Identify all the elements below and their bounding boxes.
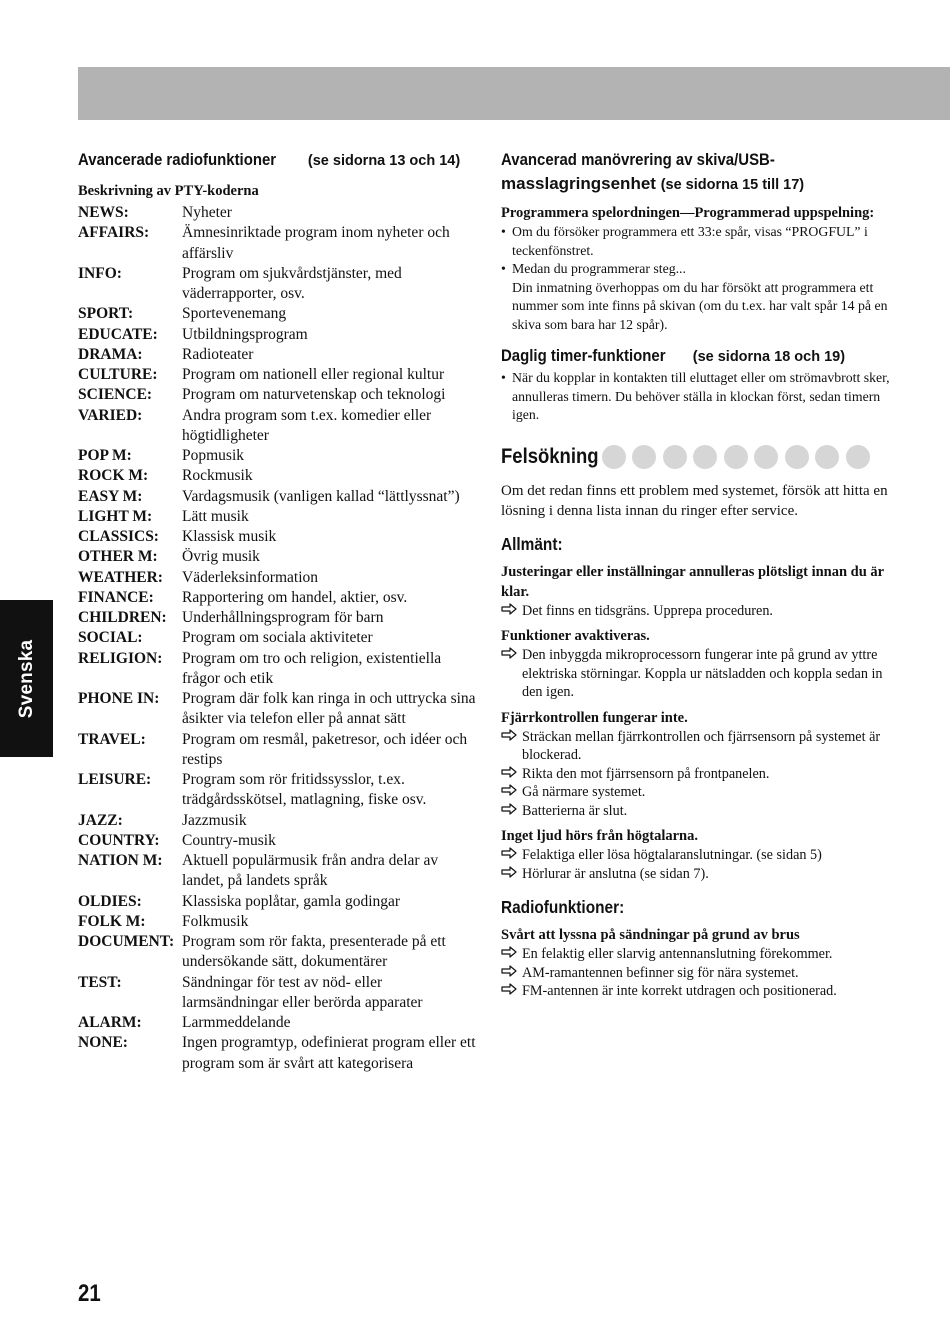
pty-code: ROCK M: — [78, 467, 149, 485]
pty-code: CLASSICS: — [78, 528, 159, 545]
program-subheading: Programmera spelordningen—Programmerad uppspelning: — [501, 205, 875, 221]
pty-code: CULTURE: — [78, 366, 158, 383]
pty-row — [78, 487, 478, 507]
pty-description: Underhållningsprogram för barn — [182, 609, 384, 626]
pty-code: AFFAIRS: — [78, 224, 150, 242]
solution-text: Batterierna är slut. — [522, 802, 628, 819]
pty-row — [78, 466, 478, 486]
dot-decoration — [815, 445, 839, 469]
solution-item — [501, 602, 901, 621]
pty-description: Rockmusik — [182, 467, 253, 485]
arrow-icon — [501, 783, 517, 802]
pty-description: Lätt musik — [182, 507, 249, 525]
language-tab-label: Svenska — [15, 639, 37, 718]
pty-description: Sändningar för test av nöd- eller larmsändningar eller berörda apparater — [182, 973, 423, 1011]
disc-usb-heading: Avancerad manövrering av skiva/USB- masslagringsenhet (se sidorna 15 till 17) — [501, 150, 805, 193]
dot-decoration — [632, 445, 656, 469]
solution-text: Sträckan mellan fjärrkontrollen och fjärrsensorn på systemet är blockerad. — [522, 728, 881, 763]
pty-code: ALARM: — [78, 1014, 142, 1031]
dot-decoration — [785, 445, 809, 469]
pty-description: Övrig musik — [182, 548, 260, 566]
pty-row — [78, 304, 478, 324]
pty-description: Klassiska poplåtar, gamla godingar — [182, 892, 401, 910]
problem-heading: Justeringar eller inställningar annulleras plötsligt innan du är klar. — [501, 563, 884, 600]
radio-functions-heading: Avancerade radiofunktioner (se sidorna 13 och 14) — [78, 150, 461, 169]
pty-description: Andra program som t.ex. komedier eller högtidligheter — [182, 406, 432, 444]
pty-description: Program om naturvetenskap och teknologi — [182, 386, 446, 404]
language-tab — [0, 600, 53, 757]
solution-text: Det finns en tidsgräns. Upprepa proceduren. — [522, 602, 773, 619]
right-column — [501, 148, 901, 1001]
pty-code: SCIENCE: — [78, 386, 153, 404]
arrow-icon — [501, 602, 517, 621]
solution-item — [501, 865, 901, 884]
pty-description: Country-musik — [182, 831, 276, 849]
pty-code: WEATHER: — [78, 568, 163, 586]
left-column — [78, 148, 478, 1074]
arrow-icon — [501, 945, 517, 964]
pty-row — [78, 568, 478, 588]
solution-item — [501, 964, 901, 983]
page-number: 21 — [78, 1280, 101, 1307]
pty-row — [78, 1033, 478, 1074]
decorative-dots — [595, 445, 870, 469]
pty-code: SPORT: — [78, 305, 134, 323]
solution-text: FM-antennen är inte korrekt utdragen och positionerad. — [522, 983, 837, 999]
pty-row — [78, 811, 478, 831]
pty-row — [78, 689, 478, 730]
solution-item — [501, 728, 901, 765]
pty-row — [78, 1013, 478, 1033]
dot-decoration — [693, 445, 717, 469]
pty-row — [78, 385, 478, 405]
arrow-icon — [501, 765, 517, 784]
pty-description: Vardagsmusik (vanligen kallad “lättlyssnat”) — [182, 487, 460, 505]
troubleshooting-header — [501, 443, 901, 471]
pty-description: Larmmeddelande — [182, 1014, 291, 1031]
solution-text: Gå närmare systemet. — [522, 784, 646, 800]
pty-code: EASY M: — [78, 487, 143, 505]
list-item: • När du kopplar in kontakten till eluttaget eller om strömavbrott sker, annulleras timern. Du behöver ställa in klockan först, sedan timern igen. — [501, 369, 901, 425]
pty-code: OTHER M: — [78, 548, 158, 566]
list-item: • Om du försöker programmera ett 33:e spår, visas “PROGFUL” i teckenfönstret. — [501, 223, 901, 260]
pty-row — [78, 912, 478, 932]
pty-code: SOCIAL: — [78, 629, 143, 647]
arrow-icon — [501, 846, 517, 865]
pty-code: POP M: — [78, 447, 132, 464]
dot-decoration — [663, 445, 687, 469]
pty-description: Ingen programtyp, odefinierat program eller ett program som är svårt att kategorisera — [182, 1034, 476, 1072]
arrow-icon — [501, 865, 517, 884]
pty-code: VARIED: — [78, 406, 143, 424]
pty-code: COUNTRY: — [78, 831, 160, 849]
pty-description: Sportevenemang — [182, 305, 287, 323]
solution-item — [501, 846, 901, 865]
pty-row — [78, 608, 478, 628]
pty-description: Program om sociala aktiviteter — [182, 629, 373, 647]
troubleshooting-intro: Om det redan finns ett problem med systemet, försök att hitta en lösning i denna lista innan du ringer efter service. — [501, 482, 888, 519]
arrow-icon — [501, 728, 517, 747]
pty-code: JAZZ: — [78, 811, 123, 829]
solution-item — [501, 765, 901, 784]
pty-row — [78, 892, 478, 912]
dot-decoration — [724, 445, 748, 469]
header-bar — [78, 67, 950, 120]
pty-code: FOLK M: — [78, 912, 146, 930]
problem-heading: Fjärrkontrollen fungerar inte. — [501, 709, 688, 726]
general-problems — [501, 562, 901, 884]
pty-code: LIGHT M: — [78, 507, 153, 525]
pty-code: NEWS: — [78, 204, 129, 221]
arrow-icon — [501, 982, 517, 1001]
solution-item — [501, 945, 901, 964]
pty-row — [78, 628, 478, 648]
radio-heading: Radiofunktioner: — [501, 897, 625, 917]
pty-code: OLDIES: — [78, 892, 142, 910]
arrow-icon — [501, 646, 517, 665]
arrow-icon — [501, 802, 517, 821]
problem-heading: Inget ljud hörs från högtalarna. — [501, 828, 698, 844]
pty-row — [78, 851, 478, 892]
pty-code: DRAMA: — [78, 345, 143, 363]
timer-heading: Daglig timer-funktioner (se sidorna 18 och 19) — [501, 346, 846, 365]
solution-text: Hörlurar är anslutna (se sidan 7). — [522, 865, 709, 882]
pty-description: Program om resmål, paketresor, och idéer och restips — [182, 730, 468, 768]
pty-code: EDUCATE: — [78, 325, 158, 343]
troubleshooting-title: Felsökning — [501, 444, 599, 468]
pty-description: Program där folk kan ringa in och uttrycka sina åsikter via telefon eller på annat sätt — [182, 690, 476, 728]
pty-row — [78, 406, 478, 447]
pty-row — [78, 345, 478, 365]
pty-description: Aktuell populärmusik från andra delar av landet, på landets språk — [182, 852, 439, 890]
pty-description: Program som rör fritidssysslor, t.ex. trädgårdsskötsel, matlagning, fiske osv. — [182, 771, 427, 809]
arrow-icon — [501, 964, 517, 983]
pty-row — [78, 973, 478, 1014]
pty-list — [78, 203, 478, 1074]
pty-row — [78, 365, 478, 385]
pty-row — [78, 223, 478, 264]
problem-heading: Funktioner avaktiveras. — [501, 628, 650, 644]
pty-description: Folkmusik — [182, 912, 249, 930]
pty-description: Popmusik — [182, 447, 245, 464]
solution-text: Rikta den mot fjärrsensorn på frontpanelen. — [522, 765, 770, 782]
solution-text: Felaktiga eller lösa högtalaranslutningar. (se sidan 5) — [522, 847, 822, 863]
pty-row — [78, 527, 478, 547]
pty-description: Program som rör fakta, presenterade på ett undersökande sätt, dokumentärer — [182, 933, 446, 971]
pty-row — [78, 649, 478, 690]
solution-text: Den inbyggda mikroprocessorn fungerar inte på grund av yttre elektriska störningar. Koppla ur nätsladden och koppla sedan in den igen. — [522, 647, 883, 700]
pty-code: LEISURE: — [78, 771, 152, 788]
pty-row — [78, 588, 478, 608]
pty-code: TEST: — [78, 973, 122, 991]
pty-description: Utbildningsprogram — [182, 325, 308, 343]
list-item-continuation: Din inmatning överhoppas om du har försökt att programmera ett nummer som inte finns på skivan (om du t.ex. har valt spår 14 på en skiva som bara har 12 spår). — [512, 279, 888, 332]
pty-code: TRAVEL: — [78, 730, 146, 748]
pty-row — [78, 831, 478, 851]
solution-text: En felaktig eller slarvig antennanslutning förekommer. — [522, 946, 833, 962]
pty-description: Jazzmusik — [182, 811, 247, 829]
pty-description: Väderleksinformation — [182, 568, 319, 586]
pty-description: Ämnesinriktade program inom nyheter och affärsliv — [182, 224, 450, 262]
pty-description: Nyheter — [182, 204, 232, 221]
list-item: • Medan du programmerar steg... — [501, 260, 901, 279]
pty-row — [78, 264, 478, 305]
pty-row — [78, 770, 478, 811]
pty-row — [78, 507, 478, 527]
pty-row — [78, 932, 478, 973]
pty-code: DOCUMENT: — [78, 933, 175, 950]
pty-description: Klassisk musik — [182, 528, 277, 545]
pty-row — [78, 446, 478, 466]
dot-decoration — [602, 445, 626, 469]
pty-description: Program om nationell eller regional kultur — [182, 366, 445, 383]
pty-row — [78, 547, 478, 567]
pty-code: NATION M: — [78, 852, 163, 869]
solution-text: AM-ramantennen befinner sig för nära systemet. — [522, 964, 799, 981]
solution-item — [501, 982, 901, 1001]
pty-description: Rapportering om handel, aktier, osv. — [182, 588, 408, 606]
pty-description: Radioteater — [182, 345, 254, 363]
dot-decoration — [754, 445, 778, 469]
pty-description: Program om tro och religion, existentiella frågor och etik — [182, 649, 442, 687]
pty-row — [78, 203, 478, 223]
pty-subheading: Beskrivning av PTY-koderna — [78, 183, 259, 199]
pty-code: PHONE IN: — [78, 690, 160, 707]
problem-heading: Svårt att lyssna på sändningar på grund av brus — [501, 927, 800, 943]
solution-item — [501, 646, 901, 702]
pty-code: NONE: — [78, 1034, 128, 1052]
pty-code: RELIGION: — [78, 649, 163, 667]
dot-decoration — [846, 445, 870, 469]
pty-description: Program om sjukvårdstjänster, med väderrapporter, osv. — [182, 264, 402, 302]
pty-row — [78, 730, 478, 771]
pty-code: CHILDREN: — [78, 609, 167, 626]
general-heading: Allmänt: — [501, 533, 563, 554]
solution-item — [501, 783, 901, 802]
pty-row — [78, 325, 478, 345]
solution-item — [501, 802, 901, 821]
pty-code: FINANCE: — [78, 588, 154, 606]
radio-problems — [501, 925, 901, 1001]
pty-code: INFO: — [78, 264, 122, 282]
